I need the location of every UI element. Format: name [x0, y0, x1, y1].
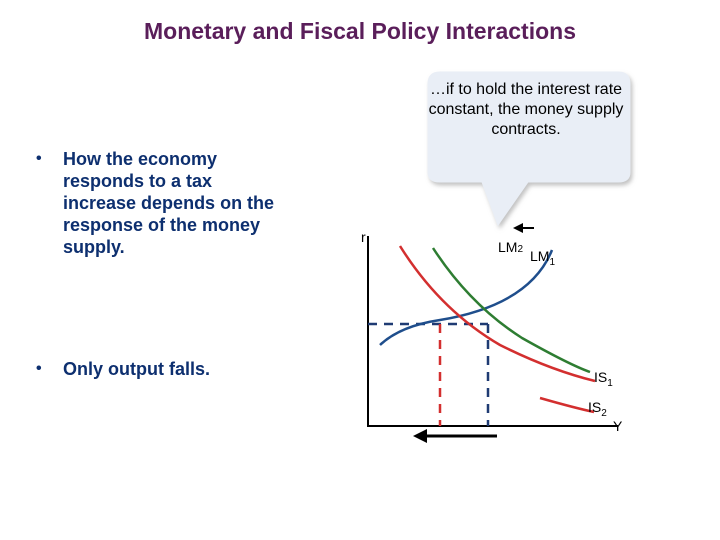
- label-is2-main: IS: [588, 399, 602, 415]
- label-is1: [594, 369, 613, 389]
- label-lm2-sub: 2: [517, 244, 524, 255]
- bullet-icon: •: [36, 360, 42, 377]
- axis-label-r: r: [361, 229, 366, 245]
- slide-title: Monetary and Fiscal Policy Interactions: [143, 18, 576, 44]
- label-is1-sub: 1: [607, 378, 613, 389]
- callout-text: …if to hold the interest rate constant, the money supply contracts.: [428, 81, 624, 138]
- lm-shift-arrowhead: [513, 223, 523, 233]
- label-is2: [588, 399, 607, 419]
- label-lm1-sub: 1: [549, 257, 556, 268]
- is2-curve: [540, 398, 594, 412]
- label-is2-sub: 2: [601, 408, 607, 419]
- label-lm2-main: LM: [498, 239, 518, 255]
- bullet-text-2: Only output falls.: [63, 359, 210, 379]
- label-is1-main: IS: [594, 369, 608, 385]
- bullet-icon: •: [36, 150, 42, 167]
- bullet-text-1: How the economy responds to a tax increase depends on the response of the money supply.: [63, 149, 275, 257]
- lm2-curve: [380, 250, 552, 345]
- axis-label-y: Y: [613, 418, 623, 434]
- label-lm2: [498, 239, 523, 255]
- output-fall-arrowhead: [413, 429, 427, 443]
- label-lm1-main: LM: [530, 248, 550, 264]
- lm1-curve: [433, 248, 590, 372]
